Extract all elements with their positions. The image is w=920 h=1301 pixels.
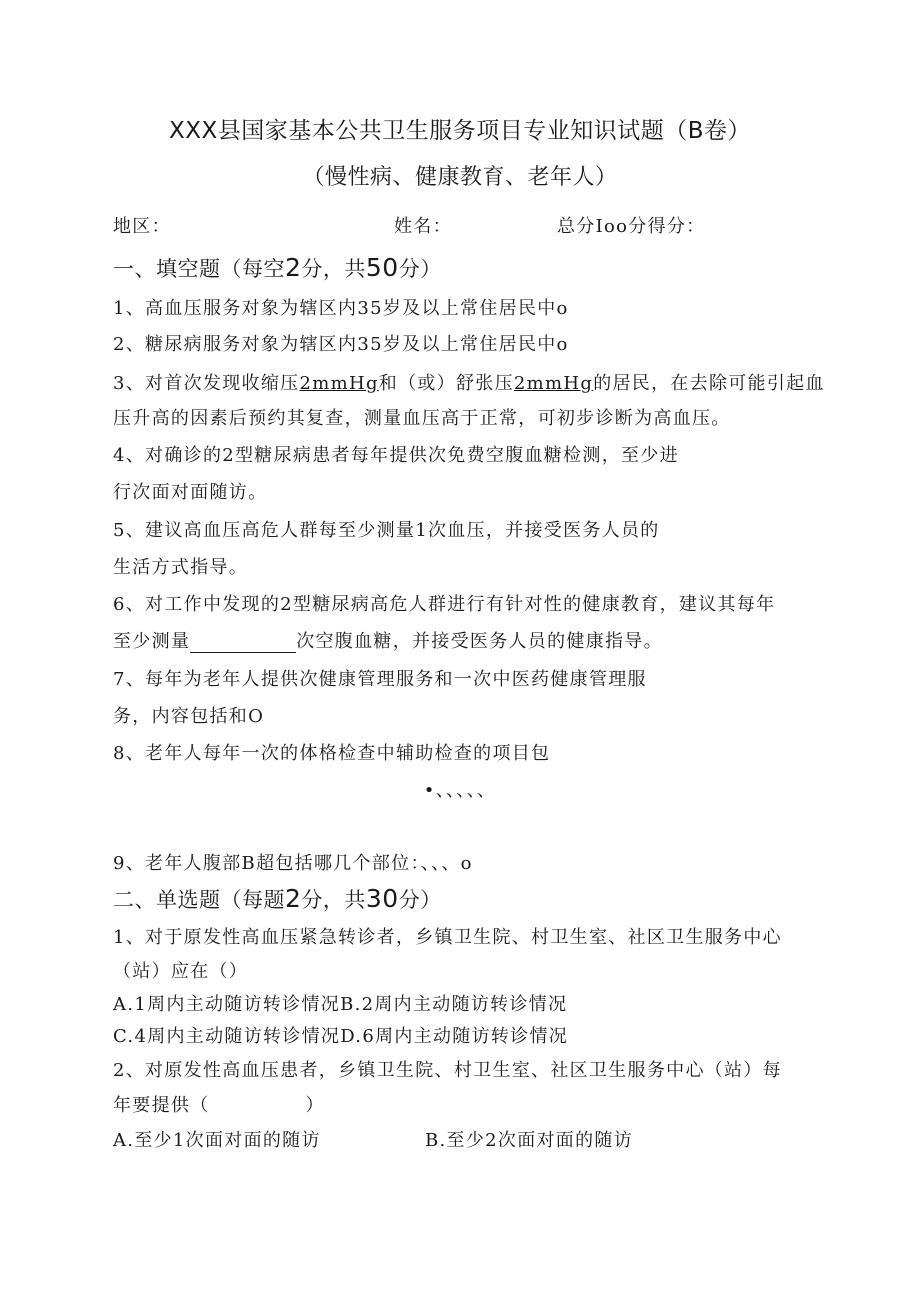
exam-title: XXX县国家基本公共卫生服务项目专业知识试题（B卷） <box>168 118 752 144</box>
exam-subtitle: （慢性病、健康教育、老年人） <box>302 165 618 190</box>
section2-heading-suffix: 分） <box>398 888 442 912</box>
s1-q3-part-c: 和（或）舒张压 <box>378 373 514 394</box>
s1-q7-line1: 7、每年为老年人提供次健康管理服务和一次中医药健康管理服 <box>113 669 647 690</box>
section2-heading-num1: 2 <box>285 884 302 913</box>
s1-q1: 1、高血压服务对象为辖区内35岁及以上常住居民中o <box>113 298 569 319</box>
s2-q2-part-b: ） <box>305 1095 325 1116</box>
s1-q6-part-a: 至少测量 <box>113 631 191 652</box>
region-label: 地区： <box>113 216 171 237</box>
s2-q1-options-cd: C.4周内主动随访转诊情况D.6周内主动随访转诊情况 <box>113 1026 569 1047</box>
section1-heading-num1: 2 <box>285 253 302 282</box>
s1-q5-line1: 5、建议高血压高危人群每至少测量1次血压，并接受医务人员的 <box>113 520 660 541</box>
section2-heading <box>113 884 442 914</box>
s1-q6-line2 <box>113 627 663 653</box>
section2-heading-prefix: 二、单选题（每题 <box>113 888 285 912</box>
s2-q2-option-a: A.至少1次面对面的随访 <box>113 1130 321 1151</box>
s1-q3-line2: 压升高的因素后预约其复查，测量血压高于正常，可初步诊断为高血压。 <box>113 408 731 429</box>
s2-q2-option-b: B.至少2次面对面的随访 <box>425 1130 634 1151</box>
s1-q7-line2: 务，内容包括和O <box>113 706 265 727</box>
s2-q2-part-a: 年要提供（ <box>113 1095 210 1116</box>
s1-q3-line1 <box>113 369 825 395</box>
s1-q5-line2: 生活方式指导。 <box>113 557 249 578</box>
s1-q4-line1: 4、对确诊的2型糖尿病患者每年提供次免费空腹血糖检测，至少进 <box>113 445 679 466</box>
fill-blank <box>190 634 296 653</box>
s2-q2-line1: 2、对原发性高血压患者，乡镇卫生院、村卫生室、社区卫生服务中心（站）每 <box>113 1060 782 1081</box>
s1-q3-systolic: 2mmHg <box>299 373 379 394</box>
s1-q3-part-e: 的居民，在去除可能引起血 <box>593 373 825 394</box>
section1-heading-prefix: 一、填空题（每空 <box>113 257 285 281</box>
s1-q6-part-b: 次空腹血糖，并接受医务人员的健康指导。 <box>296 631 663 652</box>
s2-q2-line2 <box>113 1091 325 1117</box>
s1-q8-line1: 8、老年人每年一次的体格检查中辅助检查的项目包 <box>113 743 551 764</box>
s1-q3-diastolic: 2mmHg <box>513 373 594 394</box>
section1-heading <box>113 253 442 283</box>
name-label: 姓名： <box>394 216 452 237</box>
s1-q4-line2: 行次面对面随访。 <box>113 482 268 503</box>
section1-heading-num2: 50 <box>365 253 399 282</box>
s1-q9: 9、老年人腹部B超包括哪几个部位：、、、o <box>113 853 473 874</box>
s2-q1-line2: （站）应在（） <box>113 961 249 982</box>
score-label: 总分Ioo分得分： <box>557 216 706 237</box>
section2-heading-mid: 分，共 <box>301 888 366 912</box>
s2-q1-options-ab: A.1周内主动随访转诊情况B.2周内主动随访转诊情况 <box>113 994 568 1015</box>
section1-heading-suffix: 分） <box>398 257 442 281</box>
s2-q1-line1: 1、对于原发性高血压紧急转诊者，乡镇卫生院、村卫生室、社区卫生服务中心 <box>113 927 782 948</box>
section1-heading-mid: 分，共 <box>301 257 366 281</box>
s1-q6-line1: 6、对工作中发现的2型糖尿病高危人群进行有针对性的健康教育，建议其每年 <box>113 594 776 615</box>
s1-q3-part-a: 3、对首次发现收缩压 <box>113 373 300 394</box>
section2-heading-num2: 30 <box>365 884 399 913</box>
s1-q8-line2: •、、、、、 <box>423 780 497 801</box>
s1-q2: 2、糖尿病服务对象为辖区内35岁及以上常住居民中o <box>113 334 569 355</box>
